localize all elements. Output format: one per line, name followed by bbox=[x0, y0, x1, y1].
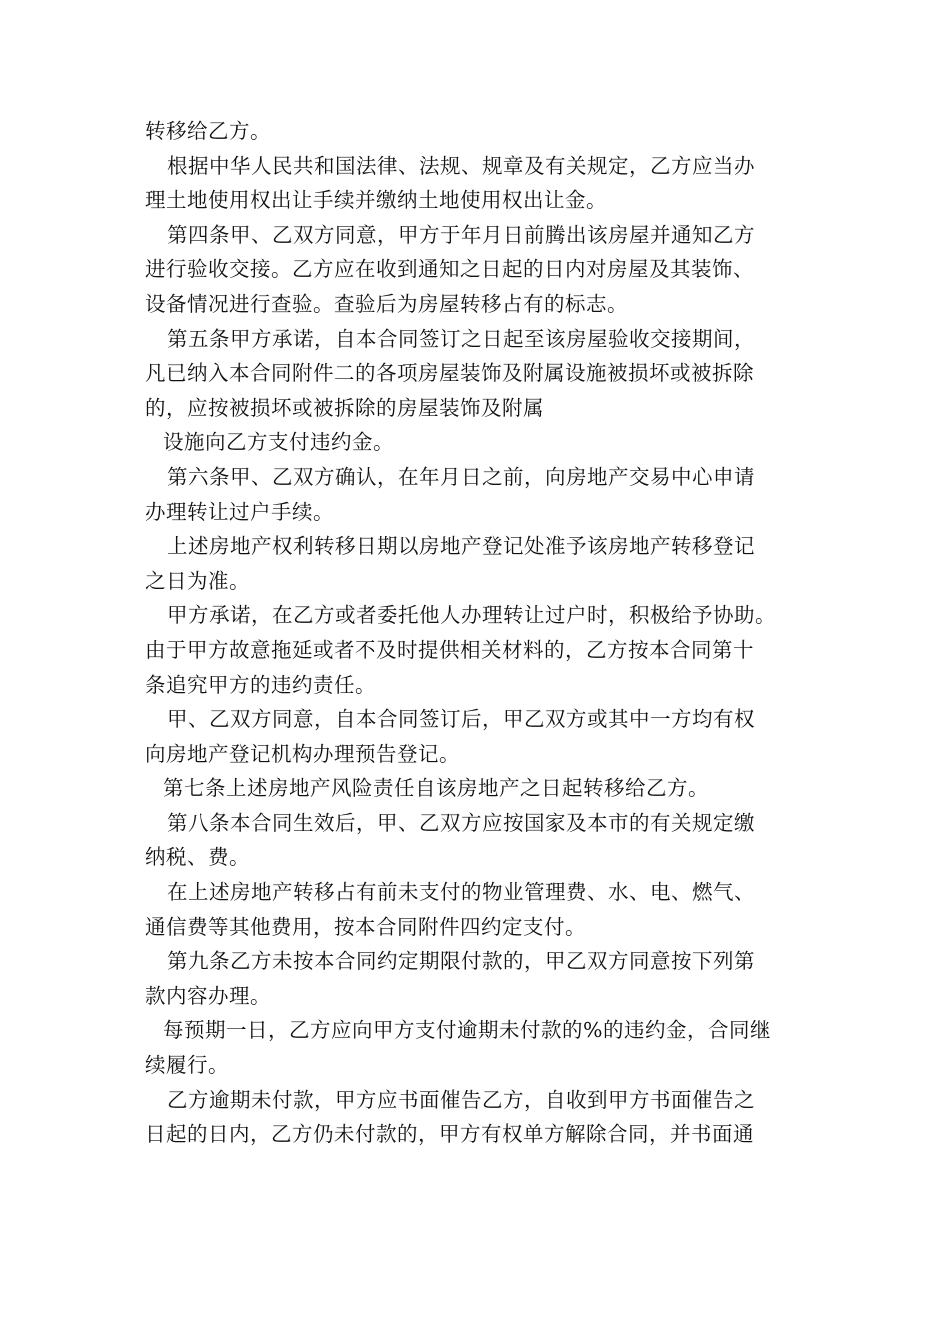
text-line: 纳税、费。 bbox=[145, 845, 250, 870]
text-line: 办理转让过户手续。 bbox=[145, 499, 334, 524]
text-line: 每预期一日，乙方应向甲方支付逾期未付款的%的违约金，合同继 bbox=[163, 1018, 771, 1043]
text-line: 进行验收交接。乙方应在收到通知之日起的日内对房屋及其装饰、 bbox=[145, 257, 754, 282]
text-line: 第四条甲、乙双方同意，甲方于年月日前腾出该房屋并通知乙方 bbox=[167, 222, 755, 247]
text-line: 通信费等其他费用，按本合同附件四约定支付。 bbox=[145, 914, 586, 939]
text-line: 续履行。 bbox=[145, 1053, 229, 1078]
text-line: 根据中华人民共和国法律、法规、规章及有关规定，乙方应当办 bbox=[167, 153, 755, 178]
text-line: 日起的日内，乙方仍未付款的，甲方有权单方解除合同，并书面通 bbox=[145, 1122, 754, 1147]
text-line: 之日为准。 bbox=[145, 568, 250, 593]
text-line: 理土地使用权出让手续并缴纳土地使用权出让金。 bbox=[145, 188, 607, 213]
text-line: 第七条上述房地产风险责任自该房地产之日起转移给乙方。 bbox=[163, 776, 709, 801]
text-line: 条追究甲方的违约责任。 bbox=[145, 672, 376, 697]
text-line: 由于甲方故意拖延或者不及时提供相关材料的，乙方按本合同第十 bbox=[145, 637, 754, 662]
text-line: 乙方逾期未付款，甲方应书面催告乙方，自收到甲方书面催告之 bbox=[167, 1087, 755, 1112]
text-line: 第九条乙方未按本合同约定期限付款的，甲乙双方同意按下列第 bbox=[167, 949, 755, 974]
text-line: 第六条甲、乙双方确认，在年月日之前，向房地产交易中心申请 bbox=[167, 464, 755, 489]
text-line: 的，应按被损坏或被拆除的房屋装饰及附属 bbox=[145, 395, 544, 420]
text-line: 在上述房地产转移占有前未支付的物业管理费、水、电、燃气、 bbox=[167, 880, 755, 905]
text-line: 凡已纳入本合同附件二的各项房屋装饰及附属设施被损坏或被拆除 bbox=[145, 361, 754, 386]
document-body bbox=[145, 114, 825, 1152]
text-line: 上述房地产权利转移日期以房地产登记处准予该房地产转移登记 bbox=[167, 534, 755, 559]
text-line: 设备情况进行查验。查验后为房屋转移占有的标志。 bbox=[145, 291, 628, 316]
text-line: 设施向乙方支付违约金。 bbox=[163, 430, 394, 455]
text-line: 甲方承诺，在乙方或者委托他人办理转让过户时，积极给予协助。 bbox=[167, 603, 776, 628]
text-line: 转移给乙方。 bbox=[145, 119, 271, 143]
text-line: 第八条本合同生效后，甲、乙双方应按国家及本市的有关规定缴 bbox=[167, 810, 755, 835]
text-line: 甲、乙双方同意，自本合同签订后，甲乙双方或其中一方均有权 bbox=[167, 707, 755, 732]
text-line: 款内容办理。 bbox=[145, 983, 271, 1008]
text-line: 向房地产登记机构办理预告登记。 bbox=[145, 741, 460, 766]
text-line: 第五条甲方承诺，自本合同签订之日起至该房屋验收交接期间， bbox=[167, 326, 755, 351]
